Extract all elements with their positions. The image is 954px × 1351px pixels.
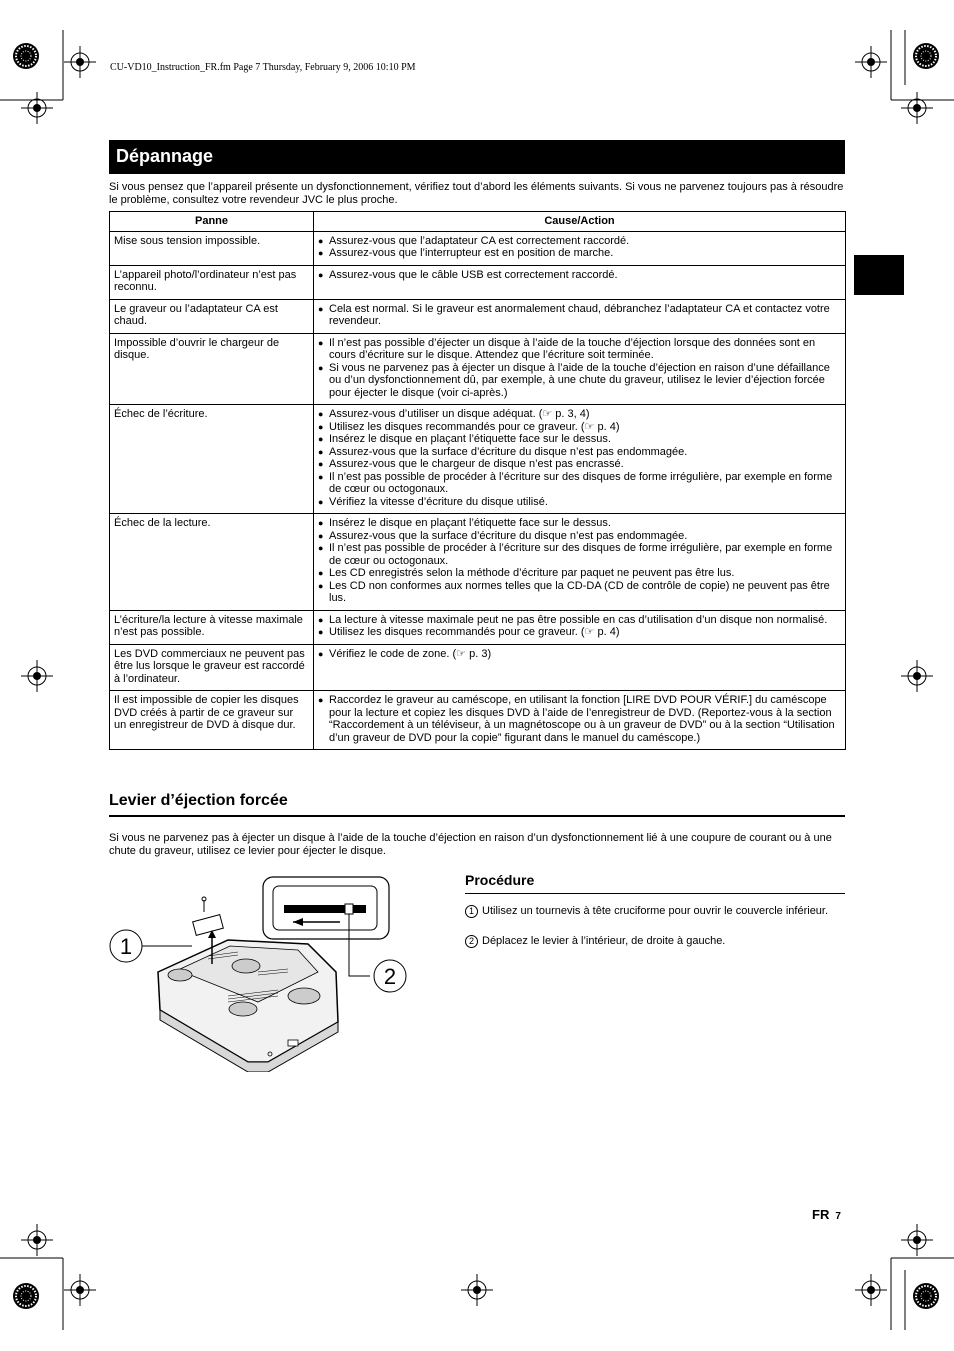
action-text: La lecture à vitesse maximale peut ne pas être possible en cas d’utilisation d’un disque non normalisé. [329,613,828,626]
panne-cell: Échec de l’écriture. [110,405,314,514]
cause-action-cell [314,405,846,514]
action-item [318,626,840,639]
column-header-cause: Cause/Action [314,212,846,232]
bullet-icon: ● [318,471,324,482]
action-text: Si vous ne parvenez pas à éjecter un disque à l’aide de la touche d’éjection en raison d’une défaillance ou d’un dysfonctionnement dû, par exemple, à une chute du graveur, utilisez le levier d’éjection forcée pour éjecter le disque (voir ci-après.) [329,361,830,399]
bullet-icon: ● [318,362,324,373]
page-number: 7 [835,1211,841,1222]
bullet-icon: ● [318,459,324,469]
bullet-icon: ● [318,303,324,314]
callout-1-label: 1 [119,934,133,959]
step-text-2: Déplacez le levier à l’intérieur, de droite à gauche. [482,935,726,947]
panne-cell: L’écriture/la lecture à vitesse maximale n’est pas possible. [110,610,314,644]
step-number-1: 1 [465,905,478,918]
action-item [318,530,840,543]
action-item [318,362,840,400]
troubleshooting-table [109,211,846,750]
panne-cell: L’appareil photo/l’ordinateur n’est pas reconnu. [110,265,314,299]
column-header-panne: Panne [110,212,314,232]
action-text: Insérez le disque en plaçant l’étiquette face sur le dessus. [329,517,611,529]
procedure-rule [465,893,845,894]
action-item [318,235,840,248]
action-item [318,408,840,421]
table-row [110,265,846,299]
bullet-icon: ● [318,568,324,578]
action-item [318,496,840,509]
action-item [318,458,840,471]
action-text: Assurez-vous que la surface d’écriture du disque n’est pas endommagée. [329,529,688,542]
bullet-icon: ● [318,530,324,541]
action-item [318,614,840,627]
action-text: Utilisez les disques recommandés pour ce graveur. (☞ p. 4) [329,626,620,638]
corner-target-icon [13,1283,39,1309]
cause-action-cell [314,610,846,644]
action-text: Assurez-vous que le chargeur de disque n’est pas encrassé. [329,458,624,470]
table-header-row [110,212,846,232]
action-item [318,542,840,567]
bullet-icon: ● [318,496,324,507]
panne-cell: Les DVD commerciaux ne peuvent pas être lus lorsque le graveur est raccordé à l’ordinateur. [110,644,314,691]
action-item [318,580,840,605]
corner-target-icon [913,43,939,69]
action-text: Cela est normal. Si le graveur est anormalement chaud, débranchez l’adaptateur CA et contactez votre revendeur. [329,302,830,327]
action-text: Il n’est pas possible de procéder à l’écriture sur des disques de forme irrégulière, par exemple en forme de cœur ou octogonaux. [329,470,833,495]
table-row [110,610,846,644]
file-header: CU-VD10_Instruction_FR.fm Page 7 Thursday, February 9, 2006 10:10 PM [110,62,416,73]
bullet-icon: ● [318,434,324,444]
action-item [318,433,840,446]
bullet-icon: ● [318,648,324,659]
action-text: Vérifiez le code de zone. (☞ p. 3) [329,647,492,660]
action-item [318,269,840,282]
cause-action-cell [314,299,846,333]
callout-2-label: 2 [383,964,397,989]
table-row [110,299,846,333]
bullet-icon: ● [318,269,324,280]
section-title: Dépannage [116,146,214,166]
action-text: Assurez-vous que la surface d’écriture du disque n’est pas endommagée. [329,445,688,458]
section2-rule [109,815,845,817]
action-item [318,421,840,434]
procedure-title: Procédure [465,872,535,888]
bullet-icon: ● [318,421,324,432]
section-banner [109,140,845,174]
page-language: FR [812,1207,830,1222]
procedure-step-1 [465,905,845,918]
table-row [110,333,846,405]
cause-action-cell [314,691,846,750]
action-text: Vérifiez la vitesse d’écriture du disque utilisé. [329,495,548,508]
action-item [318,567,840,580]
action-item [318,648,840,661]
table-row [110,644,846,691]
bullet-icon: ● [318,614,324,625]
action-item [318,694,840,744]
bullet-icon: ● [318,580,324,591]
burner-illustration [108,872,413,1072]
bullet-icon: ● [318,543,324,553]
table-row [110,405,846,514]
bullet-icon: ● [318,695,324,705]
action-text: Insérez le disque en plaçant l’étiquette face sur le dessus. [329,433,611,445]
panne-cell: Échec de la lecture. [110,514,314,611]
action-text: Les CD enregistrés selon la méthode d’écriture par paquet ne peuvent pas être lus. [329,567,735,579]
table-row [110,691,846,750]
action-text: Raccordez le graveur au caméscope, en utilisant la fonction [LIRE DVD POUR VÉRIF.] du caméscope pour la lecture et copiez les disques DVD à l’aide de l’enregistreur de DVD. (Reportez-vous à la section “Raccordement à un téléviseur, à un magnétoscope ou à un graveur de DVD” ou à la section “Utilisation d’un graveur de DVD pour la copie” figurant dans le manuel du caméscope.) [329,694,835,744]
bullet-icon: ● [318,446,324,457]
action-text: Assurez-vous d’utiliser un disque adéquat. (☞ p. 3, 4) [329,408,590,420]
action-text: Il n’est pas possible d’éjecter un disque à l’aide de la touche d’éjection lorsque des données sont en cours d’écriture sur le disque. Attendez que l’écriture soit terminée. [329,336,816,361]
panne-cell: Il est impossible de copier les disques DVD créés à partir de ce graveur sur un enregistreur de DVD à disque dur. [110,691,314,750]
bullet-icon: ● [318,627,324,637]
cause-action-cell [314,231,846,265]
bullet-icon: ● [318,337,324,348]
section2-title: Levier d’éjection forcée [109,792,288,809]
step-text-1: Utilisez un tournevis à tête cruciforme pour ouvrir le couvercle inférieur. [482,905,829,917]
bullet-icon: ● [318,409,324,419]
procedure-step-2 [465,935,845,948]
action-text: Les CD non conformes aux normes telles que la CD-DA (CD de contrôle de copie) ne peuvent pas être lus. [329,579,830,604]
panne-cell: Le graveur ou l’adaptateur CA est chaud. [110,299,314,333]
action-text: Assurez-vous que le câble USB est correctement raccordé. [329,268,618,281]
section2-intro: Si vous ne parvenez pas à éjecter un disque à l’aide de la touche d’éjection en raison d’un dysfonctionnement lié à une coupure de courant ou à une chute du graveur, utilisez ce levier pour éjecter le disque. [109,832,832,857]
action-text: Il n’est pas possible de procéder à l’écriture sur des disques de forme irrégulière, par exemple en forme de cœur ou octogonaux. [329,542,833,567]
bullet-icon: ● [318,235,324,246]
cause-action-cell [314,644,846,691]
corner-target-icon [913,1283,939,1309]
table-row [110,231,846,265]
action-item [318,446,840,459]
step-number-2: 2 [465,935,478,948]
action-item [318,471,840,496]
action-item [318,303,840,328]
cause-action-cell [314,265,846,299]
action-item [318,517,840,530]
cause-action-cell [314,514,846,611]
panne-cell: Mise sous tension impossible. [110,231,314,265]
action-item [318,337,840,362]
action-text: Assurez-vous que l’interrupteur est en position de marche. [329,247,614,259]
bullet-icon: ● [318,518,324,528]
intro-text: Si vous pensez que l’appareil présente un dysfonctionnement, vérifiez tout d’abord les éléments suivants. Si vous ne parvenez toujours pas à résoudre le problème, consultez votre revendeur JVC le plus proche. [109,181,844,206]
panne-cell: Impossible d’ouvrir le chargeur de disque. [110,333,314,405]
action-item [318,247,840,260]
table-row [110,514,846,611]
action-text: Assurez-vous que l’adaptateur CA est correctement raccordé. [329,234,630,247]
page-footer [812,1207,841,1222]
action-text: Utilisez les disques recommandés pour ce graveur. (☞ p. 4) [329,420,620,433]
bullet-icon: ● [318,248,324,258]
corner-target-icon [13,43,39,69]
cause-action-cell [314,333,846,405]
chapter-tab [854,255,904,295]
